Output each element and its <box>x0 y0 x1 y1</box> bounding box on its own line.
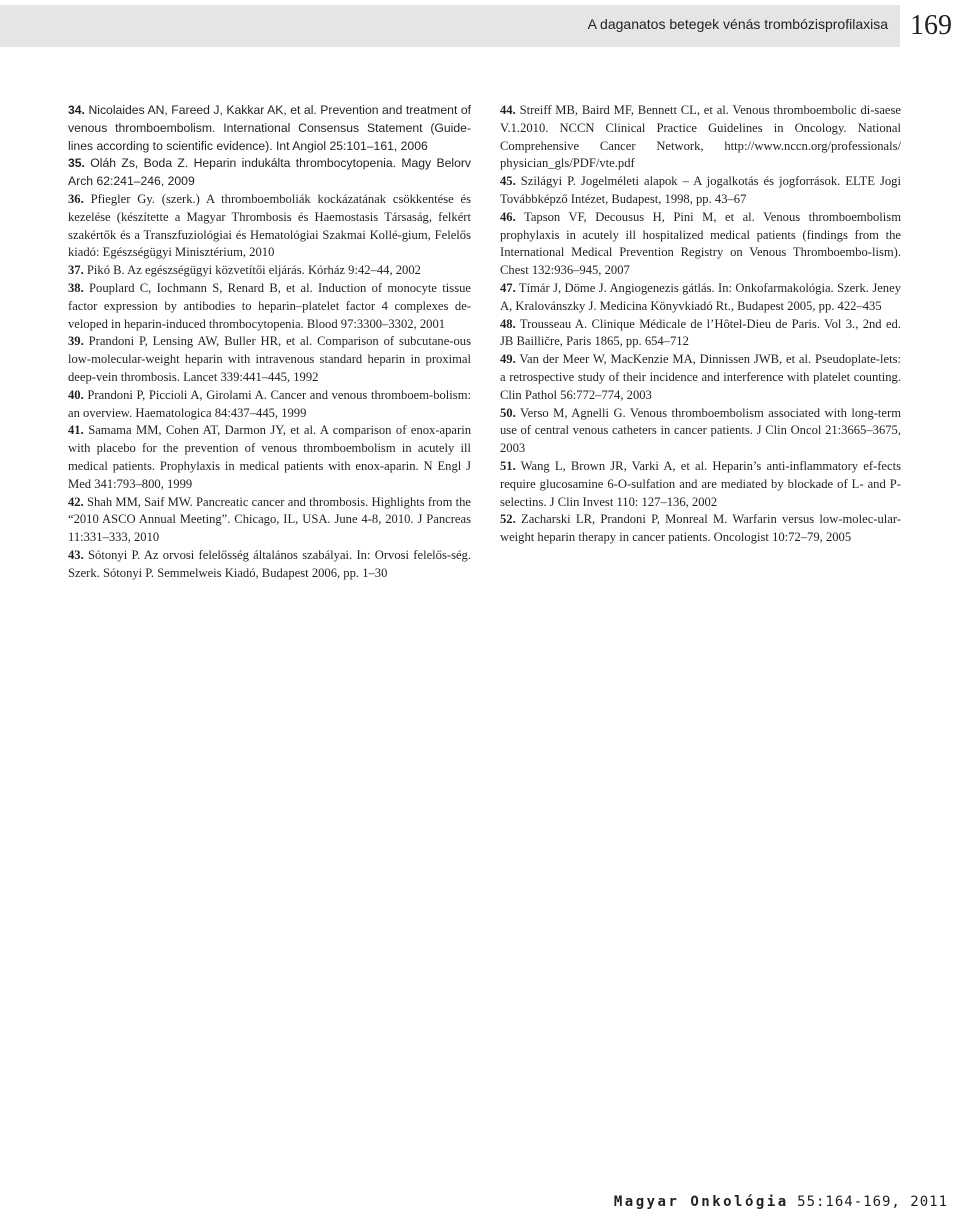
reference-text: Wang L, Brown JR, Varki A, et al. Heparin’s anti-inflammatory ef-fects require glucosamine 6-O-sulfation and are mediated by blockade of L- and P-selectins. J Clin Invest 110: 127–136, 2002 <box>500 458 901 509</box>
reference-number: 37. <box>68 263 84 278</box>
reference-text: Pikó B. Az egészségügyi közvetítői eljárás. Kórház 9:42–44, 2002 <box>86 263 421 278</box>
reference-column-right <box>500 102 901 547</box>
reference-number: 41. <box>68 423 84 438</box>
running-title: A daganatos betegek vénás trombózisprofilaxisa <box>587 16 888 32</box>
reference-item <box>68 155 471 191</box>
reference-item <box>68 422 471 493</box>
reference-item <box>68 494 471 547</box>
reference-number: 47. <box>500 280 516 295</box>
reference-text: Oláh Zs, Boda Z. Heparin indukálta thrombocytopenia. Magy Belorv Arch 62:241–246, 2009 <box>68 156 471 189</box>
journal-name: Magyar Onkológia <box>613 1194 789 1210</box>
reference-text: Tímár J, Döme J. Angiogenezis gátlás. In: Onkofarmakológia. Szerk. Jeney A, Kralovánszky J. Medicina Könyvkiadó Rt., Budapest 2005, pp. 422–435 <box>500 280 901 313</box>
page-number: 169 <box>910 10 952 41</box>
reference-text: Szilágyi P. Jogelméleti alapok – A jogalkotás és jogforrások. ELTE Jogi Továbbképző Intézet, Budapest, 1998, pp. 43–67 <box>500 174 901 206</box>
reference-item <box>500 209 901 280</box>
reference-item <box>68 333 471 386</box>
reference-item <box>68 387 471 423</box>
reference-number: 50. <box>500 405 516 420</box>
reference-number: 43. <box>68 547 84 562</box>
reference-text: Tapson VF, Decousus H, Pini M, et al. Venous thromboembolism prophylaxis in acutely ill hospitalized medical patients (findings from the International Medical Prevention Registry on Venous Thromboembo-lism). Chest 132:936–945, 2007 <box>500 209 901 278</box>
reference-item <box>68 280 471 333</box>
reference-text: Shah MM, Saif MW. Pancreatic cancer and thrombosis. Highlights from the “2010 ASCO Annual Meeting”. Chicago, IL, USA. June 4-8, 2010. J Pancreas 11:331–333, 2010 <box>68 494 471 545</box>
reference-item <box>500 173 901 209</box>
reference-text: Samama MM, Cohen AT, Darmon JY, et al. A comparison of enox-aparin with placebo for the prevention of venous thromboembolism in acutely ill medical patients. Prophylaxis in medical patients with enox-aparin. N Engl J Med 341:793–800, 1999 <box>68 423 471 491</box>
reference-item <box>68 547 471 583</box>
reference-number: 38. <box>68 280 84 295</box>
reference-text: Van der Meer W, MacKenzie MA, Dinnissen JWB, et al. Pseudoplate-lets: a retrospective study of their incidence and interference with platelet counting. Clin Pathol 56:772–774, 2003 <box>500 352 901 402</box>
reference-text: Zacharski LR, Prandoni P, Monreal M. Warfarin versus low-molec-ular-weight heparin therapy in cancer patients. Oncologist 10:72–79, 2005 <box>500 512 901 545</box>
reference-number: 40. <box>68 387 84 402</box>
reference-number: 51. <box>500 458 516 473</box>
reference-text: Nicolaides AN, Fareed J, Kakkar AK, et al. Prevention and treatment of venous thromboembolism. International Consensus Statement (Guide-lines according to scientific evidence). Int Angiol 25:101–161, 2006 <box>68 103 471 153</box>
reference-text: Pfiegler Gy. (szerk.) A thromboemboliák kockázatának csökkentése és kezelése (készítette a Magyar Thrombosis és Haemostasis Társaság, felkért szakértők és a Transzfuziológiai és Hematológiai Szakmai Kollé-gium, Felelős kiadó: Egészségügyi Minisztérium, 2010 <box>68 191 471 260</box>
reference-number: 45. <box>500 174 516 189</box>
journal-footer <box>614 1194 948 1210</box>
reference-text: Streiff MB, Baird MF, Bennett CL, et al. Venous thromboembolic di-saese V.1.2010. NCCN Clinical Practice Guidelines in Oncology. National Comprehensive Cancer Network, http://www.nccn.org/professionals/ physician_gls/PDF/vte.pdf <box>500 103 902 171</box>
reference-number: 49. <box>500 352 516 367</box>
reference-number: 39. <box>68 334 84 349</box>
reference-number: 48. <box>500 316 516 331</box>
reference-item <box>68 262 471 280</box>
reference-item <box>68 191 471 262</box>
reference-item <box>500 102 901 173</box>
reference-item <box>500 511 901 547</box>
reference-text: Sótonyi P. Az orvosi felelősség általános szabályai. In: Orvosi felelős-ség. Szerk. Sótonyi P. Semmelweis Kiadó, Budapest 2006, pp. 1–30 <box>68 547 471 580</box>
reference-item <box>500 351 901 404</box>
reference-number: 46. <box>500 209 516 224</box>
reference-item <box>500 280 901 316</box>
reference-number: 36. <box>68 191 84 206</box>
reference-text: Verso M, Agnelli G. Venous thromboembolism associated with long-term use of central venous catheters in cancer patients. J Clin Oncol 21:3665–3675, 2003 <box>500 405 901 456</box>
reference-text: Pouplard C, Iochmann S, Renard B, et al. Induction of monocyte tissue factor expression by antibodies to heparin–platelet factor 4 complexes de-veloped in heparin-induced thrombocytopenia. Blood 97:3300–3302, 2001 <box>68 280 471 331</box>
reference-item <box>68 102 471 155</box>
reference-number: 34. <box>68 103 85 117</box>
reference-number: 44. <box>500 103 516 117</box>
reference-number: 42. <box>68 494 84 509</box>
reference-text: Prandoni P, Lensing AW, Buller HR, et al. Comparison of subcutane-ous low-molecular-weight heparin with intravenous standard heparin in proximal deep-vein thrombosis. Lancet 339:441–445, 1992 <box>68 334 471 384</box>
reference-number: 52. <box>500 512 516 527</box>
reference-text: Prandoni P, Piccioli A, Girolami A. Cancer and venous thromboem-bolism: an overview. Haematologica 84:437–445, 1999 <box>68 387 471 420</box>
journal-citation: 55:164-169, 2011 <box>797 1194 948 1210</box>
reference-item <box>500 405 901 458</box>
reference-item <box>500 316 901 352</box>
reference-number: 35. <box>68 156 85 171</box>
reference-column-left <box>68 102 471 583</box>
reference-item <box>500 458 901 511</box>
reference-text: Trousseau A. Clinique Médicale de l’Hôtel-Dieu de Paris. Vol 3., 2nd ed. JB Bailličre, Paris 1865, pp. 654–712 <box>500 316 901 349</box>
